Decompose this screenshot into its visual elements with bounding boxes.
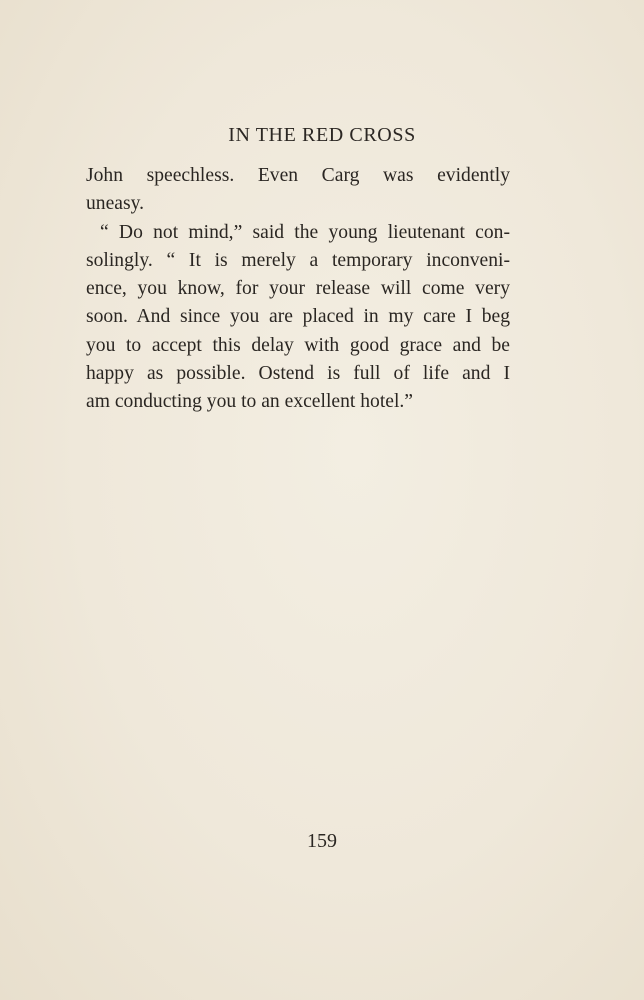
text-line: happy as possible. Ostend is full of life and I <box>86 363 510 385</box>
paragraph-1 <box>86 162 510 219</box>
text-line: solingly. “ It is merely a temporary inconveni- <box>86 249 510 271</box>
text-line: uneasy. <box>86 193 145 215</box>
text-line: “ Do not mind,” said the young lieutenant con- <box>100 221 510 243</box>
text-line: you to accept this delay with good grace and be <box>86 334 510 356</box>
text-line: ence, you know, for your release will come very <box>86 278 510 300</box>
text-line: am conducting you to an excellent hotel.” <box>86 391 413 413</box>
text-line: John speechless. Even Carg was evidently <box>86 165 510 186</box>
body-text <box>86 162 510 417</box>
paragraph-2 <box>86 219 510 417</box>
page-number: 159 <box>307 830 337 852</box>
running-head: IN THE RED CROSS <box>228 124 416 146</box>
text-line: soon. And since you are placed in my care I beg <box>86 306 510 328</box>
